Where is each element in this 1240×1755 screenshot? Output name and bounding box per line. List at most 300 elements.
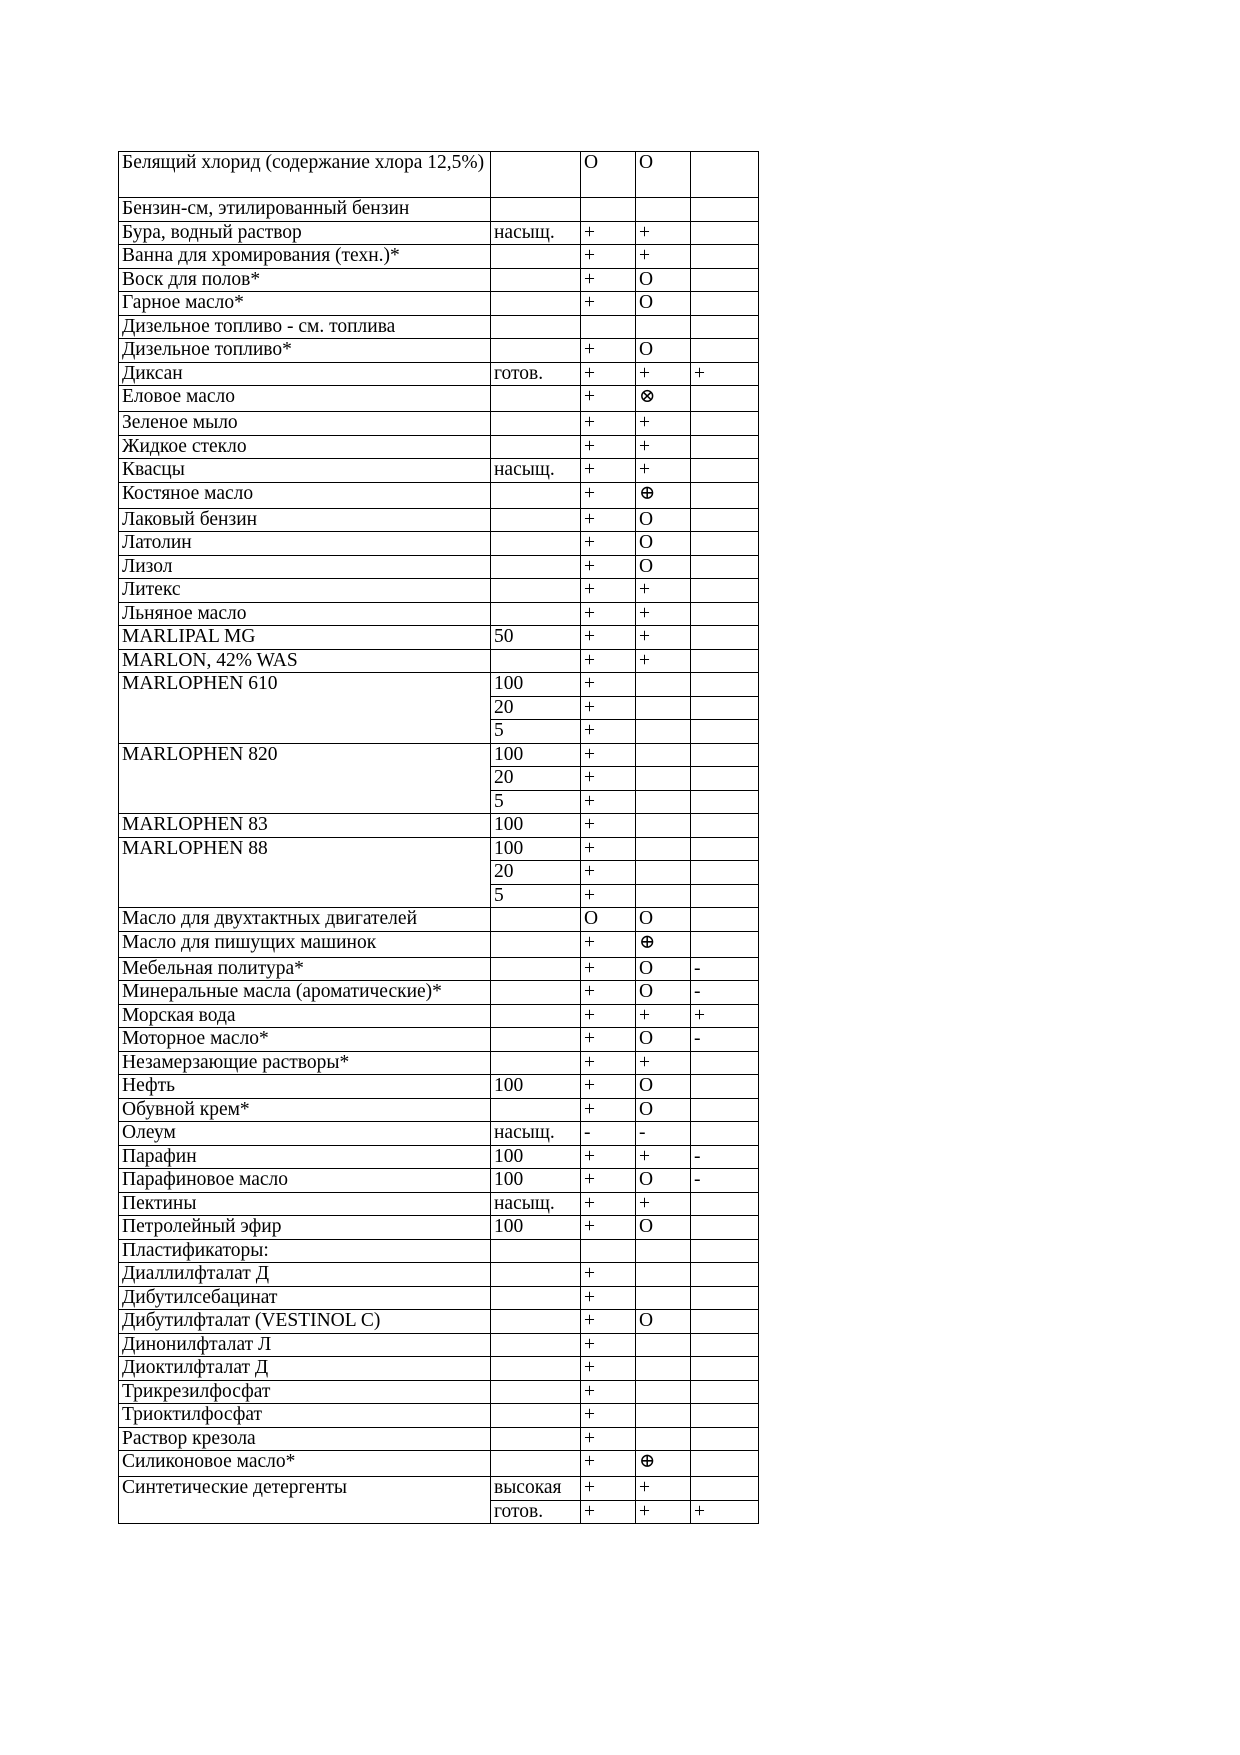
table-row (119, 1145, 759, 1169)
rating-cell-1: + (581, 1286, 636, 1310)
table-row (119, 1051, 759, 1075)
substance-name-cell: Петролейный эфир (119, 1216, 491, 1240)
rating-cell-2 (636, 1263, 691, 1287)
rating-cell-1: + (581, 221, 636, 245)
rating-cell-3: + (691, 1500, 759, 1524)
substance-name-cell: Нефть (119, 1075, 491, 1099)
concentration-cell: 100 (491, 1145, 581, 1169)
rating-cell-1: + (581, 884, 636, 908)
table-row (119, 152, 759, 198)
table-row (119, 1286, 759, 1310)
concentration-cell: 20 (491, 767, 581, 791)
substance-name-cell: Силиконовое масло* (119, 1451, 491, 1477)
rating-cell-2: O (636, 1310, 691, 1334)
rating-cell-1: + (581, 981, 636, 1005)
rating-cell-3 (691, 435, 759, 459)
rating-cell-2 (636, 743, 691, 767)
table-row (119, 1216, 759, 1240)
substance-name-cell: Морская вода (119, 1004, 491, 1028)
rating-cell-2: + (636, 1477, 691, 1501)
rating-cell-3: + (691, 362, 759, 386)
table-row (119, 579, 759, 603)
concentration-cell (491, 508, 581, 532)
table-row (119, 339, 759, 363)
rating-cell-3 (691, 339, 759, 363)
rating-cell-3 (691, 555, 759, 579)
concentration-cell (491, 339, 581, 363)
concentration-cell (491, 245, 581, 269)
concentration-cell (491, 1310, 581, 1334)
table-row (119, 743, 759, 767)
table-row (119, 649, 759, 673)
concentration-cell: 20 (491, 696, 581, 720)
rating-cell-3: - (691, 1028, 759, 1052)
concentration-cell (491, 555, 581, 579)
substance-name-cell: Латолин (119, 532, 491, 556)
rating-cell-2: + (636, 626, 691, 650)
rating-cell-3 (691, 1122, 759, 1146)
concentration-cell (491, 1286, 581, 1310)
rating-cell-1: + (581, 837, 636, 861)
rating-cell-2 (636, 1239, 691, 1263)
rating-cell-3 (691, 1192, 759, 1216)
substance-name-cell: Диаллилфталат Д (119, 1263, 491, 1287)
rating-cell-1: + (581, 532, 636, 556)
substance-name-cell: Гарное масло* (119, 292, 491, 316)
concentration-cell: насыщ. (491, 459, 581, 483)
rating-cell-3 (691, 1051, 759, 1075)
rating-cell-2: O (636, 508, 691, 532)
rating-cell-3 (691, 602, 759, 626)
rating-cell-3 (691, 884, 759, 908)
rating-cell-2: + (636, 1192, 691, 1216)
rating-cell-1: + (581, 767, 636, 791)
rating-cell-3: - (691, 981, 759, 1005)
substance-name-cell: Костяное масло (119, 482, 491, 508)
substance-name-cell: Синтетические детергенты (119, 1477, 491, 1524)
concentration-cell (491, 1451, 581, 1477)
table-row (119, 602, 759, 626)
rating-cell-1: + (581, 412, 636, 436)
rating-cell-1: + (581, 1404, 636, 1428)
rating-cell-1: + (581, 649, 636, 673)
rating-cell-3 (691, 532, 759, 556)
concentration-cell (491, 1357, 581, 1381)
rating-cell-1: + (581, 1169, 636, 1193)
rating-cell-1: + (581, 435, 636, 459)
table-row (119, 981, 759, 1005)
rating-cell-2: O (636, 292, 691, 316)
rating-cell-2: O (636, 981, 691, 1005)
substance-name-cell: Дизельное топливо - см. топлива (119, 315, 491, 339)
concentration-cell (491, 1098, 581, 1122)
rating-cell-3 (691, 1404, 759, 1428)
concentration-cell: насыщ. (491, 1192, 581, 1216)
rating-cell-3 (691, 696, 759, 720)
concentration-cell (491, 602, 581, 626)
concentration-cell (491, 482, 581, 508)
rating-cell-2 (636, 1286, 691, 1310)
concentration-cell (491, 315, 581, 339)
rating-cell-2 (636, 861, 691, 885)
rating-cell-2: + (636, 1500, 691, 1524)
rating-cell-1: + (581, 1192, 636, 1216)
rating-cell-3: - (691, 1169, 759, 1193)
substance-name-cell: Еловое масло (119, 386, 491, 412)
substance-name-cell: Минеральные масла (ароматические)* (119, 981, 491, 1005)
substance-name-cell: Раствор крезола (119, 1427, 491, 1451)
table-row (119, 508, 759, 532)
rating-cell-1: O (581, 152, 636, 198)
concentration-cell: насыщ. (491, 221, 581, 245)
rating-cell-3 (691, 1098, 759, 1122)
rating-cell-1: + (581, 1451, 636, 1477)
rating-cell-3 (691, 221, 759, 245)
rating-cell-1: + (581, 482, 636, 508)
rating-cell-2: O (636, 339, 691, 363)
rating-cell-2 (636, 673, 691, 697)
table-row (119, 362, 759, 386)
concentration-cell (491, 579, 581, 603)
substance-name-cell: MARLOPHEN 610 (119, 673, 491, 744)
rating-cell-1: + (581, 1216, 636, 1240)
substance-name-cell: Пластификаторы: (119, 1239, 491, 1263)
concentration-cell (491, 981, 581, 1005)
rating-cell-1: + (581, 1098, 636, 1122)
rating-cell-1: + (581, 1310, 636, 1334)
rating-cell-3 (691, 1286, 759, 1310)
concentration-cell: 20 (491, 861, 581, 885)
rating-cell-2 (636, 1427, 691, 1451)
rating-cell-3 (691, 386, 759, 412)
concentration-cell (491, 152, 581, 198)
rating-cell-3 (691, 315, 759, 339)
table-row (119, 1263, 759, 1287)
rating-cell-3 (691, 1075, 759, 1099)
table-row (119, 1192, 759, 1216)
rating-cell-3 (691, 268, 759, 292)
rating-cell-2: ⊕ (636, 1451, 691, 1477)
table-row (119, 198, 759, 222)
rating-cell-1: + (581, 957, 636, 981)
concentration-cell (491, 1004, 581, 1028)
table-row (119, 626, 759, 650)
concentration-cell: 100 (491, 814, 581, 838)
table-row (119, 1028, 759, 1052)
concentration-cell: 5 (491, 720, 581, 744)
table-row (119, 268, 759, 292)
table-row (119, 1404, 759, 1428)
rating-cell-1: + (581, 362, 636, 386)
rating-cell-1 (581, 315, 636, 339)
rating-cell-2: O (636, 1075, 691, 1099)
table-row (119, 1477, 759, 1501)
substance-name-cell: MARLOPHEN 88 (119, 837, 491, 908)
rating-cell-1: + (581, 814, 636, 838)
table-row (119, 315, 759, 339)
concentration-cell (491, 957, 581, 981)
substance-name-cell: Моторное масло* (119, 1028, 491, 1052)
concentration-cell (491, 532, 581, 556)
table-row (119, 555, 759, 579)
substance-name-cell: MARLOPHEN 820 (119, 743, 491, 814)
rating-cell-3 (691, 579, 759, 603)
substance-name-cell: Белящий хлорид (содержание хлора 12,5%) (119, 152, 491, 198)
rating-cell-2: O (636, 532, 691, 556)
rating-cell-1: O (581, 908, 636, 932)
rating-cell-2: O (636, 1028, 691, 1052)
substance-name-cell: Обувной крем* (119, 1098, 491, 1122)
rating-cell-1: + (581, 1051, 636, 1075)
rating-cell-3 (691, 1477, 759, 1501)
rating-cell-3 (691, 720, 759, 744)
rating-cell-1: + (581, 1427, 636, 1451)
rating-cell-3 (691, 861, 759, 885)
table-row (119, 931, 759, 957)
rating-cell-2: O (636, 152, 691, 198)
rating-cell-1: + (581, 268, 636, 292)
table-row (119, 482, 759, 508)
table-row (119, 1333, 759, 1357)
table-row (119, 435, 759, 459)
substance-name-cell: Пектины (119, 1192, 491, 1216)
rating-cell-1: + (581, 579, 636, 603)
rating-cell-1: + (581, 626, 636, 650)
rating-cell-2: O (636, 268, 691, 292)
substance-name-cell: Льняное масло (119, 602, 491, 626)
concentration-cell: 100 (491, 1169, 581, 1193)
table-row (119, 1380, 759, 1404)
chemical-resistance-table (118, 151, 759, 1524)
concentration-cell (491, 198, 581, 222)
concentration-cell (491, 1427, 581, 1451)
rating-cell-1: + (581, 508, 636, 532)
table-row (119, 1075, 759, 1099)
rating-cell-3 (691, 837, 759, 861)
rating-cell-1: + (581, 1028, 636, 1052)
rating-cell-1: + (581, 743, 636, 767)
table-row (119, 1427, 759, 1451)
substance-name-cell: Литекс (119, 579, 491, 603)
substance-name-cell: Парафин (119, 1145, 491, 1169)
rating-cell-1: - (581, 1122, 636, 1146)
substance-name-cell: Дибутилфталат (VESTINOL C) (119, 1310, 491, 1334)
rating-cell-1: + (581, 1145, 636, 1169)
rating-cell-3 (691, 292, 759, 316)
substance-name-cell: Дибутилсебацинат (119, 1286, 491, 1310)
rating-cell-1: + (581, 861, 636, 885)
substance-name-cell: Жидкое стекло (119, 435, 491, 459)
rating-cell-3 (691, 1333, 759, 1357)
substance-name-cell: Диоктилфталат Д (119, 1357, 491, 1381)
table-row (119, 221, 759, 245)
concentration-cell (491, 268, 581, 292)
rating-cell-3 (691, 459, 759, 483)
rating-cell-2: O (636, 555, 691, 579)
rating-cell-2 (636, 315, 691, 339)
rating-cell-1: + (581, 459, 636, 483)
rating-cell-2: + (636, 362, 691, 386)
rating-cell-3 (691, 482, 759, 508)
table-body (119, 152, 759, 1524)
concentration-cell (491, 1404, 581, 1428)
rating-cell-1: + (581, 386, 636, 412)
rating-cell-3 (691, 412, 759, 436)
rating-cell-1: + (581, 1380, 636, 1404)
rating-cell-2: O (636, 1169, 691, 1193)
rating-cell-1: + (581, 555, 636, 579)
concentration-cell: 100 (491, 837, 581, 861)
concentration-cell: 100 (491, 1216, 581, 1240)
rating-cell-3: - (691, 957, 759, 981)
rating-cell-2: + (636, 459, 691, 483)
substance-name-cell: Динонилфталат Л (119, 1333, 491, 1357)
concentration-cell (491, 412, 581, 436)
rating-cell-1: + (581, 602, 636, 626)
table-row (119, 245, 759, 269)
substance-name-cell: Квасцы (119, 459, 491, 483)
concentration-cell: 5 (491, 884, 581, 908)
rating-cell-2 (636, 767, 691, 791)
rating-cell-1 (581, 1239, 636, 1263)
concentration-cell: насыщ. (491, 1122, 581, 1146)
rating-cell-2: + (636, 1051, 691, 1075)
table-row (119, 1357, 759, 1381)
concentration-cell: готов. (491, 362, 581, 386)
substance-name-cell: Лизол (119, 555, 491, 579)
rating-cell-2: + (636, 221, 691, 245)
substance-name-cell: Мебельная политура* (119, 957, 491, 981)
concentration-cell (491, 1028, 581, 1052)
table-row (119, 1098, 759, 1122)
table-row (119, 1451, 759, 1477)
rating-cell-3 (691, 931, 759, 957)
substance-name-cell: Бензин-см, этилированный бензин (119, 198, 491, 222)
rating-cell-3 (691, 1427, 759, 1451)
table-row (119, 673, 759, 697)
concentration-cell: 100 (491, 1075, 581, 1099)
substance-name-cell: Лаковый бензин (119, 508, 491, 532)
rating-cell-1: + (581, 245, 636, 269)
rating-cell-2: + (636, 1004, 691, 1028)
table-row (119, 1310, 759, 1334)
substance-name-cell: Бура, водный раствор (119, 221, 491, 245)
rating-cell-1: + (581, 1333, 636, 1357)
substance-name-cell: Масло для пишущих машинок (119, 931, 491, 957)
rating-cell-1: + (581, 292, 636, 316)
rating-cell-3 (691, 790, 759, 814)
substance-name-cell: Масло для двухтактных двигателей (119, 908, 491, 932)
rating-cell-1: + (581, 1357, 636, 1381)
rating-cell-1: + (581, 673, 636, 697)
rating-cell-2: + (636, 435, 691, 459)
table-row (119, 1239, 759, 1263)
substance-name-cell: MARLOPHEN 83 (119, 814, 491, 838)
rating-cell-3 (691, 1310, 759, 1334)
rating-cell-3 (691, 908, 759, 932)
rating-cell-1: + (581, 790, 636, 814)
substance-name-cell: Незамерзающие растворы* (119, 1051, 491, 1075)
rating-cell-3: + (691, 1004, 759, 1028)
substance-name-cell: Ванна для хромирования (техн.)* (119, 245, 491, 269)
substance-name-cell: Дизельное топливо* (119, 339, 491, 363)
rating-cell-2: O (636, 1216, 691, 1240)
rating-cell-2 (636, 814, 691, 838)
rating-cell-1: + (581, 696, 636, 720)
table-row (119, 1169, 759, 1193)
rating-cell-3 (691, 626, 759, 650)
rating-cell-3 (691, 1380, 759, 1404)
table-row (119, 1122, 759, 1146)
concentration-cell (491, 931, 581, 957)
concentration-cell: 100 (491, 673, 581, 697)
concentration-cell (491, 1380, 581, 1404)
table-row (119, 1004, 759, 1028)
rating-cell-3 (691, 1239, 759, 1263)
concentration-cell (491, 908, 581, 932)
concentration-cell: 5 (491, 790, 581, 814)
rating-cell-3 (691, 1357, 759, 1381)
rating-cell-3 (691, 743, 759, 767)
concentration-cell: 50 (491, 626, 581, 650)
concentration-cell (491, 1051, 581, 1075)
rating-cell-1: + (581, 931, 636, 957)
concentration-cell (491, 435, 581, 459)
rating-cell-2 (636, 1357, 691, 1381)
rating-cell-1: + (581, 1500, 636, 1524)
substance-name-cell: MARLIPAL MG (119, 626, 491, 650)
rating-cell-2 (636, 884, 691, 908)
rating-cell-2: O (636, 957, 691, 981)
rating-cell-2 (636, 790, 691, 814)
table-row (119, 386, 759, 412)
rating-cell-2 (636, 696, 691, 720)
rating-cell-3 (691, 767, 759, 791)
rating-cell-2: + (636, 1145, 691, 1169)
substance-name-cell: Зеленое мыло (119, 412, 491, 436)
table-row (119, 908, 759, 932)
rating-cell-3 (691, 673, 759, 697)
rating-cell-2 (636, 720, 691, 744)
rating-cell-1: + (581, 339, 636, 363)
substance-name-cell: MARLON, 42% WAS (119, 649, 491, 673)
substance-name-cell: Триоктилфосфат (119, 1404, 491, 1428)
table-row (119, 837, 759, 861)
rating-cell-3 (691, 1451, 759, 1477)
rating-cell-1 (581, 198, 636, 222)
concentration-cell (491, 1239, 581, 1263)
rating-cell-2 (636, 1333, 691, 1357)
rating-cell-2: ⊕ (636, 482, 691, 508)
rating-cell-3 (691, 245, 759, 269)
rating-cell-2: ⊗ (636, 386, 691, 412)
table-row (119, 957, 759, 981)
rating-cell-2: + (636, 245, 691, 269)
concentration-cell (491, 649, 581, 673)
rating-cell-1: + (581, 720, 636, 744)
rating-cell-2: + (636, 649, 691, 673)
table-row (119, 814, 759, 838)
concentration-cell (491, 386, 581, 412)
rating-cell-2: O (636, 908, 691, 932)
rating-cell-2: + (636, 412, 691, 436)
substance-name-cell: Диксан (119, 362, 491, 386)
rating-cell-1: + (581, 1263, 636, 1287)
substance-name-cell: Парафиновое масло (119, 1169, 491, 1193)
concentration-cell (491, 1263, 581, 1287)
rating-cell-3 (691, 1263, 759, 1287)
rating-cell-3 (691, 508, 759, 532)
